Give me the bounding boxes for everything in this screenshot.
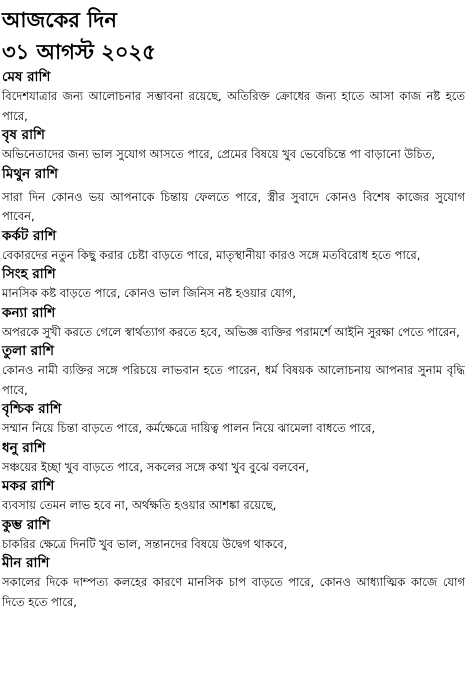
- sign-name: মিথুন রাশি: [2, 165, 59, 182]
- sign-cancer: [2, 227, 465, 266]
- sign-name: কন্যা রাশি: [2, 304, 56, 321]
- sign-name: বৃষ রাশি: [2, 127, 45, 143]
- sign-name: তুলা রাশি: [2, 343, 54, 359]
- sign-prediction: ব্যবসায় তেমন লাভ হবে না, অর্থক্ষতি হওয়ার আশঙ্কা রয়েছে,: [2, 498, 277, 512]
- page-date: ৩১ আগস্ট ২০২৫: [2, 40, 156, 64]
- sign-prediction: সারা দিন কোনও ভয় আপনাকে চিন্তায় ফেলতে পারে, স্ত্রীর সুবাদে কোনও বিশেষ কাজের সুযোগ পাবেন,: [2, 189, 465, 223]
- sign-prediction: সম্মান নিয়ে চিন্তা বাড়তে পারে, কর্মক্ষেত্রে দায়িত্ব পালন নিয়ে ঝামেলা বাধতে পারে,: [2, 421, 376, 435]
- sign-prediction: বিদেশযাত্রার জন্য আলোচনার সম্ভাবনা রয়েছে, অতিরিক্ত ক্রোধের জন্য হাতে আসা কাজ নষ্ট হতে পারে,: [2, 89, 465, 123]
- sign-prediction: মানসিক কষ্ট বাড়তে পারে, কোনও ভাল জিনিস নষ্ট হওয়ার যোগ,: [2, 286, 296, 300]
- sign-capricorn: [2, 477, 465, 516]
- sign-libra: [2, 342, 465, 400]
- sign-prediction: বেকারদের নতুন কিছু করার চেষ্টা বাড়তে পারে, মাতৃস্থানীয়া কারও সঙ্গে মতবিরোধ হতে পারে,: [2, 247, 421, 262]
- sign-prediction: অভিনেতাদের জন্য ভাল সুযোগ আসতে পারে, প্রেমের বিষয়ে খুব ভেবেচিন্তে পা বাড়ানো উচিত,: [2, 147, 436, 161]
- sign-name: মেষ রাশি: [2, 69, 51, 85]
- sign-scorpio: [2, 400, 465, 439]
- sign-prediction: কোনও নামী ব্যক্তির সঙ্গে পরিচয়ে লাভবান হতে পারেন, ধর্ম বিষয়ক আলোচনায় আপনার সুনাম বৃদ্ধি পাবে,: [2, 363, 465, 397]
- sign-gemini: [2, 165, 465, 227]
- sign-aquarius: [2, 516, 465, 555]
- sign-name: কুম্ভ রাশি: [2, 516, 51, 533]
- sign-virgo: [2, 304, 465, 343]
- sign-taurus: [2, 126, 465, 165]
- sign-name: সিংহ রাশি: [2, 266, 56, 282]
- sign-leo: [2, 265, 465, 304]
- sign-prediction: সকালের দিকে দাম্পত্য কলহের কারণে মানসিক চাপ বাড়তে পারে, কোনও আধ্যাত্মিক কাজে যোগ দিতে হতে পারে,: [2, 575, 465, 609]
- sign-name: ধনু রাশি: [2, 439, 46, 456]
- sign-name: কর্কট রাশি: [2, 227, 57, 244]
- sign-prediction: চাকরির ক্ষেত্রে দিনটি খুব ভাল, সন্তানদের বিষয়ে উদ্বেগ থাকবে,: [2, 536, 288, 551]
- sign-sagittarius: [2, 439, 465, 478]
- sign-name: মীন রাশি: [2, 555, 50, 571]
- sign-aries: [2, 68, 465, 126]
- sign-prediction: অপরকে সুখী করতে গেলে স্বার্থত্যাগ করতে হবে, অভিজ্ঞ ব্যক্তির পরামর্শে আইনি সুরক্ষা পেতে পারেন,: [2, 324, 460, 339]
- sign-name: বৃশ্চিক রাশি: [2, 401, 62, 417]
- sign-name: মকর রাশি: [2, 478, 55, 494]
- sign-prediction: সঞ্চয়ের ইচ্ছা খুব বাড়তে পারে, সকলের সঙ্গে কথা খুব বুঝে বলবেন,: [2, 459, 310, 474]
- page-title: আজকের দিন: [2, 8, 117, 32]
- sign-pisces: [2, 554, 465, 612]
